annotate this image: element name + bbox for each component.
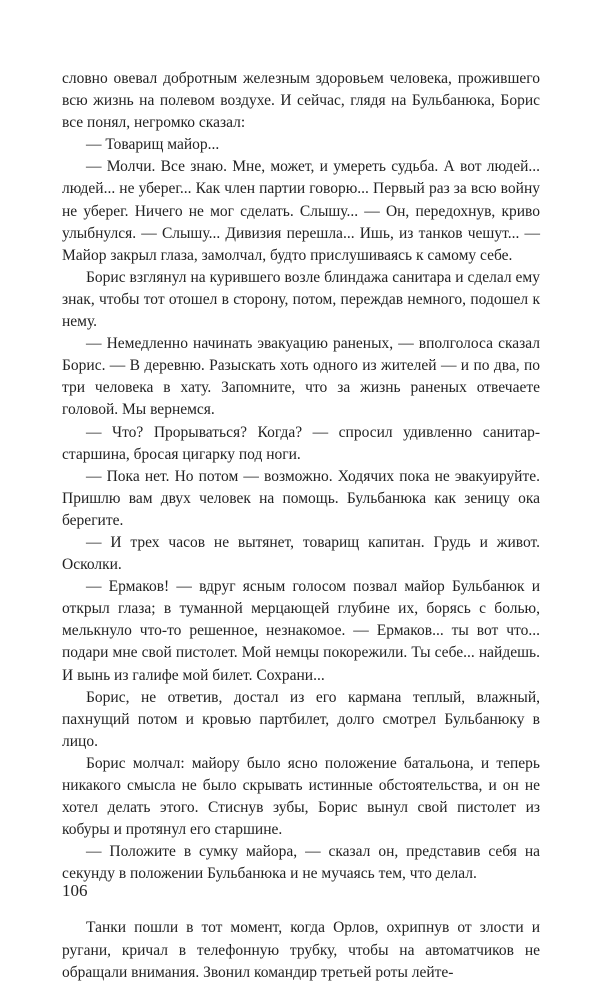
paragraph: — Что? Прорываться? Когда? — спросил удивленно санитар-старшина, бросая цигарку под ноги.	[62, 423, 540, 463]
paragraph: — И трех часов не вытянет, товарищ капитан. Грудь и живот. Осколки.	[62, 533, 540, 574]
paragraph: — Положите в сумку майора, — сказал он, представив себя на секунду в положении Бульбанюка и не мучаясь тем, что делал.	[62, 843, 540, 883]
paragraph: — Немедленно начинать эвакуацию раненых, — вполголоса сказал Борис. — В деревню. Разыскать хоть одного из жителей — и по два, по три человека в хату. Запомните, что за жизнь раненых отвечаете головой. Мы вернемся.	[62, 335, 540, 419]
page-number: 106	[62, 881, 88, 900]
paragraph: — Молчи. Все знаю. Мне, может, и умереть судьба. А вот людей... людей... не уберег... Как член партии говорю... Первый раз за всю войну не уберег. Ничего не мог сделать. Слышу... — Он, передохнув, криво улыбнулся. — Слышу... Дивизия перешла... Ишь, из танков чешут... — Майор закрыл глаза, замолчал, будто прислушиваясь к самому себе.	[62, 158, 540, 264]
paragraph: Борис взглянул на курившего возле блиндажа санитара и сделал ему знак, чтобы тот отошел в сторону, потом, переждав немного, подошел к нему.	[62, 268, 540, 331]
paragraph: — Ермаков! — вдруг ясным голосом позвал майор Бульбанюк и открыл глаза; в туманной мерцающей глубине их, борясь с болью, мелькнуло что-то решенное, незнакомое. — Ермаков... ты вот что... подари мне свой пистолет. Мой немцы покорежили. Ты себе... найдешь. И вынь из галифе мой билет. Сохрани...	[62, 578, 540, 684]
paragraph: Борис молчал: майору было ясно положение батальона, и теперь никакого смысла не было скрывать истинные обстоятельства, и он не хотел делать этого. Стиснув зубы, Борис вынул свой пистолет из кобуры и протянул его старшине.	[62, 754, 540, 839]
section-break	[62, 885, 540, 917]
paragraph: — Пока нет. Но потом — возможно. Ходячих пока не эвакуируйте. Пришлю вам двух человек на помощь. Бульбанюка как зеницу ока берегите.	[62, 467, 540, 529]
paragraph: Танки пошли в тот момент, когда Орлов, охрипнув от злости и ругани, кричал в телефонную трубку, чтобы на автоматчиков не обращали внимания. Звонил командир третьей роты лейте-	[62, 919, 540, 981]
page-text	[62, 68, 540, 984]
paragraph: словно овевал добротным железным здоровьем человека, прожившего всю жизнь на полевом воздухе. И сейчас, глядя на Бульбанюка, Борис все понял, негромко сказал:	[62, 70, 540, 132]
paragraph: Борис, не ответив, достал из его кармана теплый, влажный, пахнущий потом и кровью партбилет, долго смотрел Бульбанюку в лицо.	[62, 688, 540, 750]
paragraph: — Товарищ майор...	[86, 136, 220, 154]
